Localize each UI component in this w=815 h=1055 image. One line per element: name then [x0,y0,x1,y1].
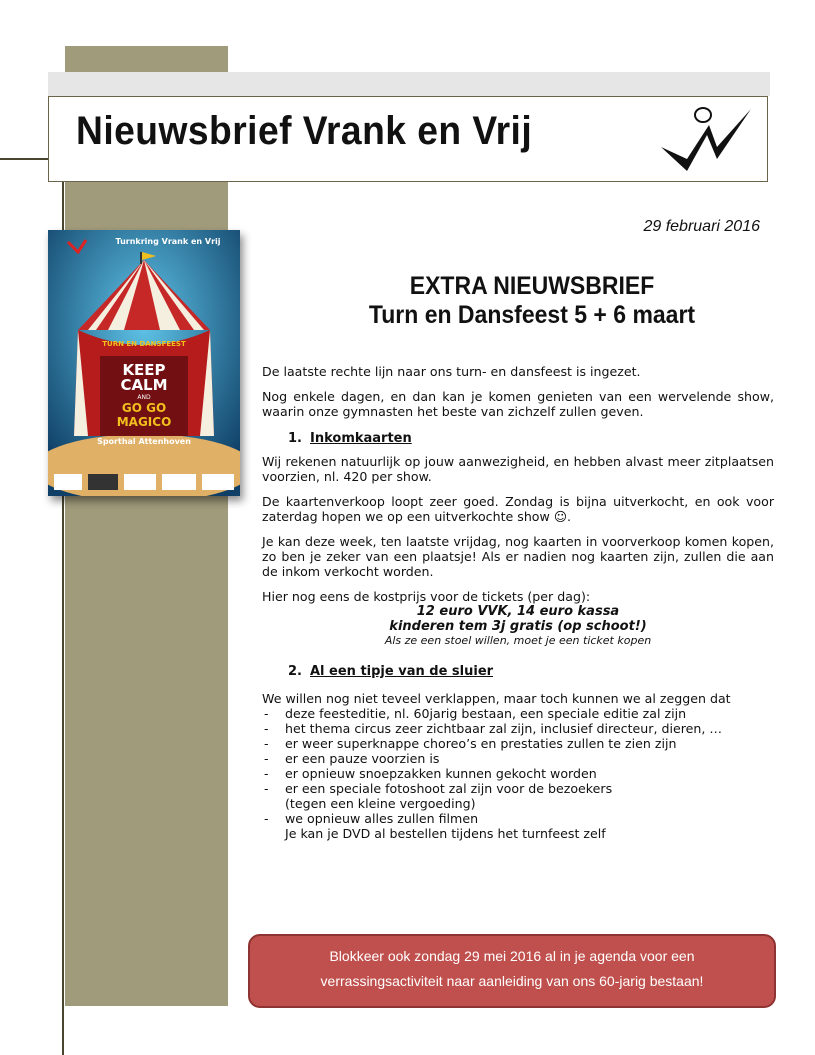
banner-line-1: Blokkeer ook zondag 29 mei 2016 al in je agenda voor een [329,948,695,964]
club-logo-icon [657,101,753,177]
header-top-bar [48,72,770,96]
poster-and: AND [137,394,151,401]
list-item: - deze feesteditie, nl. 60jarig bestaan, een speciale editie zal zijn [262,706,774,721]
price-note: Als ze een stoel willen, moet je een ticket kopen [384,634,652,647]
banner-line-2: verrassingsactiviteit naar aanleiding van ons 60-jarig bestaan! [320,973,704,989]
list-item: - er opnieuw snoepzakken kunnen gekocht worden [262,766,774,781]
announcement-banner [248,934,776,1008]
section-number: 2. [288,664,302,679]
event-poster [48,230,240,496]
poster-keep: KEEP [122,361,166,379]
list-item: - we opnieuw alles zullen filmen Je kan je DVD al bestellen tijdens het turnfeest zelf [262,811,774,841]
list-item: - er weer superknappe choreo’s en prestaties zullen te zien zijn [262,736,774,751]
list-item: - er een speciale fotoshoot zal zijn voor de bezoekers (tegen een kleine vergoeding) [262,781,774,811]
list-item-sub: (tegen een kleine vergoeding) [285,796,476,811]
poster-club: Turnkring Vrank en Vrij [115,237,221,246]
poster-calm: CALM [120,376,168,394]
list-item-sub: Je kan je DVD al bestellen tijdens het turnfeest zelf [285,826,606,841]
section-heading-preview [288,664,774,679]
poster-go: GO GO [121,401,167,415]
section-number: 1. [288,431,302,446]
section-title: Inkomkaarten [310,431,412,446]
headline-line-2: Turn en Dansfeest 5 + 6 maart [368,301,696,329]
poster-venue: Sporthal Attenhoven [97,437,191,446]
tickets-paragraph-3: Je kan deze week, ten laatste vrijdag, nog kaarten in voorverkoop komen kopen, zo ben je zeker van een plaatsje! Als er nadien nog kaarten zijn, zullen die aan de inkom verkocht worden. [262,534,774,579]
preview-intro: We willen nog niet teveel verklappen, maar toch kunnen we al zeggen dat [262,691,731,706]
tickets-paragraph-2: De kaartenverkoop loopt zeer goed. Zondag is bijna uitverkocht, en ook voor zaterdag hopen we op een uitverkochte show ☺. [262,494,774,524]
price-line-1: 12 euro VVK, 14 euro kassa [416,604,620,619]
intro-paragraph-2: Nog enkele dagen, en dan kan je komen genieten van een wervelende show, waarin onze gymnasten het beste van zichzelf zullen geven. [262,389,774,419]
newsletter-date: 29 februari 2016 [643,218,760,235]
price-intro: Hier nog eens de kostprijs voor de tickets (per dag): [262,589,591,604]
preview-list [262,706,774,841]
headline [284,272,781,330]
header [48,96,768,182]
list-item: - er een pauze voorzien is [262,751,774,766]
headline-line-1: EXTRA NIEUWSBRIEF [409,272,655,300]
article-body [262,364,774,841]
poster-banner-text: TURN EN DANSFEEST [102,340,186,348]
intro-paragraph-1: De laatste rechte lijn naar ons turn- en dansfeest is ingezet. [262,364,641,379]
section-title: Al een tipje van de sluier [310,664,494,679]
section-heading-tickets [288,431,774,446]
list-item: - het thema circus zeer zichtbaar zal zijn, inclusief directeur, dieren, … [262,721,774,736]
newsletter-title: Nieuwsbrief Vrank en Vrij [76,109,533,153]
sidebar-band [65,46,228,1006]
tickets-paragraph-1: Wij rekenen natuurlijk op jouw aanwezigheid, en hebben alvast meer zitplaatsen voorzien, nl. 420 per show. [262,454,774,484]
left-tick [0,158,50,160]
poster-magico: MAGICO [116,415,172,429]
price-line-2: kinderen tem 3j gratis (op schoot!) [389,619,647,634]
